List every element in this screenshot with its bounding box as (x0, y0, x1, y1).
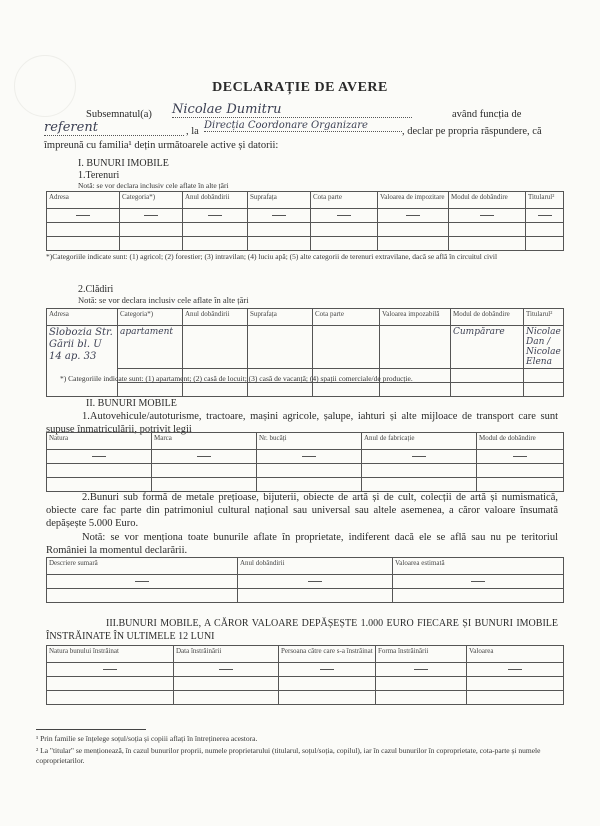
cladire-mode: Cumpărare (451, 326, 524, 369)
col-cota: Cota parte (313, 309, 380, 326)
col-nr-bucati: Nr. bucăți (257, 433, 362, 450)
col-anul-dobandirii: Anul dobândirii (238, 558, 393, 575)
col-valoarea: Valoarea de impozitare (378, 192, 449, 209)
cladiri-heading: 2.Clădiri (78, 284, 114, 295)
col-adresa: Adresa (47, 309, 118, 326)
col-valoarea: Valoarea (467, 646, 564, 663)
footnote-divider (36, 729, 146, 730)
terenuri-note: Notă: se vor declara inclusiv cele aflate în alte țări (78, 181, 229, 190)
col-data-instrainarii: Data înstrăinării (174, 646, 279, 663)
section-2-heading: II. BUNURI MOBILE (86, 398, 177, 409)
cladiri-note: Notă: se vor declara inclusiv cele aflate în alte țări (78, 295, 249, 305)
terenuri-table (46, 191, 564, 251)
declarant-name: Nicolae Dumitru (172, 102, 412, 118)
vehicles-paragraph: 1.Autovehicule/autoturisme, tractoare, mașini agricole, șalupe, iahturi și alte mijloace de transport care sunt supuse înmatriculării, potrivit legii (46, 411, 558, 435)
col-modul: Modul de dobândire (449, 192, 526, 209)
col-cota: Cota parte (311, 192, 378, 209)
col-categoria: Categoria*) (118, 309, 183, 326)
col-valoarea-estimata: Valoarea estimată (393, 558, 564, 575)
vehicles-table (46, 432, 564, 492)
col-modul: Modul de dobândire (451, 309, 524, 326)
cladire-owner: Nicolae Dan / Nicolae Elena (524, 326, 564, 369)
document-title: DECLARAȚIE DE AVERE (212, 80, 388, 95)
col-suprafata: Suprafața (248, 309, 313, 326)
col-categoria: Categoria*) (120, 192, 183, 209)
subsemnatul-label: Subsemnatul(a) (86, 109, 152, 120)
terenuri-heading: 1.Terenuri (78, 170, 120, 181)
footnote-1: ¹ Prin familie se înțelege soțul/soția și copiii aflați în întreținerea acestora. (36, 734, 258, 743)
col-adresa: Adresa (47, 192, 120, 209)
col-natura: Natura (47, 433, 152, 450)
col-anul: Anul dobândirii (183, 192, 248, 209)
col-persoana: Persoana către care s-a înstrăinat (279, 646, 376, 663)
footnote-2: ² La "titular" se menționează, în cazul bunurilor proprii, numele proprietarului (titularul, soțul/soția, copilul), iar în cazul bunurilor în coproprietate, cota-parte și numele coproprietarilor. (36, 746, 541, 765)
col-valoarea: Valoarea impozabilă (380, 309, 451, 326)
function-value: referent (44, 120, 184, 136)
col-anul-fabricatie: Anul de fabricație (362, 433, 477, 450)
cladire-category: apartament (118, 326, 183, 369)
terenuri-footnote: *)Categoriile indicate sunt: (1) agricol; (2) forestier; (3) intravilan; (4) luciu apă; (5) alte categorii de terenuri extravilane, dacă se află în circuitul civil (46, 252, 498, 261)
cladiri-footnote: *) Categoriile indicate sunt: (1) apartament; (2) casă de locuit; (3) casă de vacanță; (4) spații comerciale/de producție. (60, 374, 413, 383)
col-modul-dobandire: Modul de dobândire (477, 433, 564, 450)
la-label: , la (186, 126, 199, 137)
col-titularul: Titularul² (524, 309, 564, 326)
section-1-heading: I. BUNURI IMOBILE (78, 158, 169, 169)
cladire-address: Slobozia Str. Gării bl. U 14 ap. 33 (47, 326, 118, 397)
institution-value: Direcția Coordonare Organizare (204, 120, 402, 132)
avand-functia-label: având funcția de (452, 109, 522, 120)
col-marca: Marca (152, 433, 257, 450)
valuables-table (46, 557, 564, 603)
intro-line-3: împreună cu familia¹ dețin următoarele active și datorii: (44, 140, 279, 151)
col-suprafata: Suprafața (248, 192, 311, 209)
col-anul: Anul dobândirii (183, 309, 248, 326)
col-forma: Forma înstrăinării (376, 646, 467, 663)
col-descriere: Descriere sumară (47, 558, 238, 575)
col-natura-bunului: Natura bunului înstrăinat (47, 646, 174, 663)
section-3-heading: III.BUNURI MOBILE, A CĂROR VALOARE DEPĂȘEȘTE 1.000 EURO FIECARE ȘI BUNURI IMOBILE ÎNSTRĂINATE ÎN ULTIMELE 12 LUNI (46, 618, 558, 642)
alienated-table (46, 645, 564, 705)
valuables-note: Notă: se vor menționa toate bunurile aflate în proprietate, indiferent dacă ele se află sau nu pe teritoriul României la momentul declarării. (46, 532, 558, 556)
valuables-paragraph: 2.Bunuri sub formă de metale prețioase, bijuterii, obiecte de artă și de cult, colecții de artă și numismatică, obiecte care fac parte din patrimoniul cultural național sau universal sau altele asemenea, a căror valoare însumată depășește 5.000 Euro. (46, 492, 558, 529)
col-titularul: Titularul² (526, 192, 564, 209)
declar-label: , declar pe propria răspundere, că (402, 126, 542, 137)
